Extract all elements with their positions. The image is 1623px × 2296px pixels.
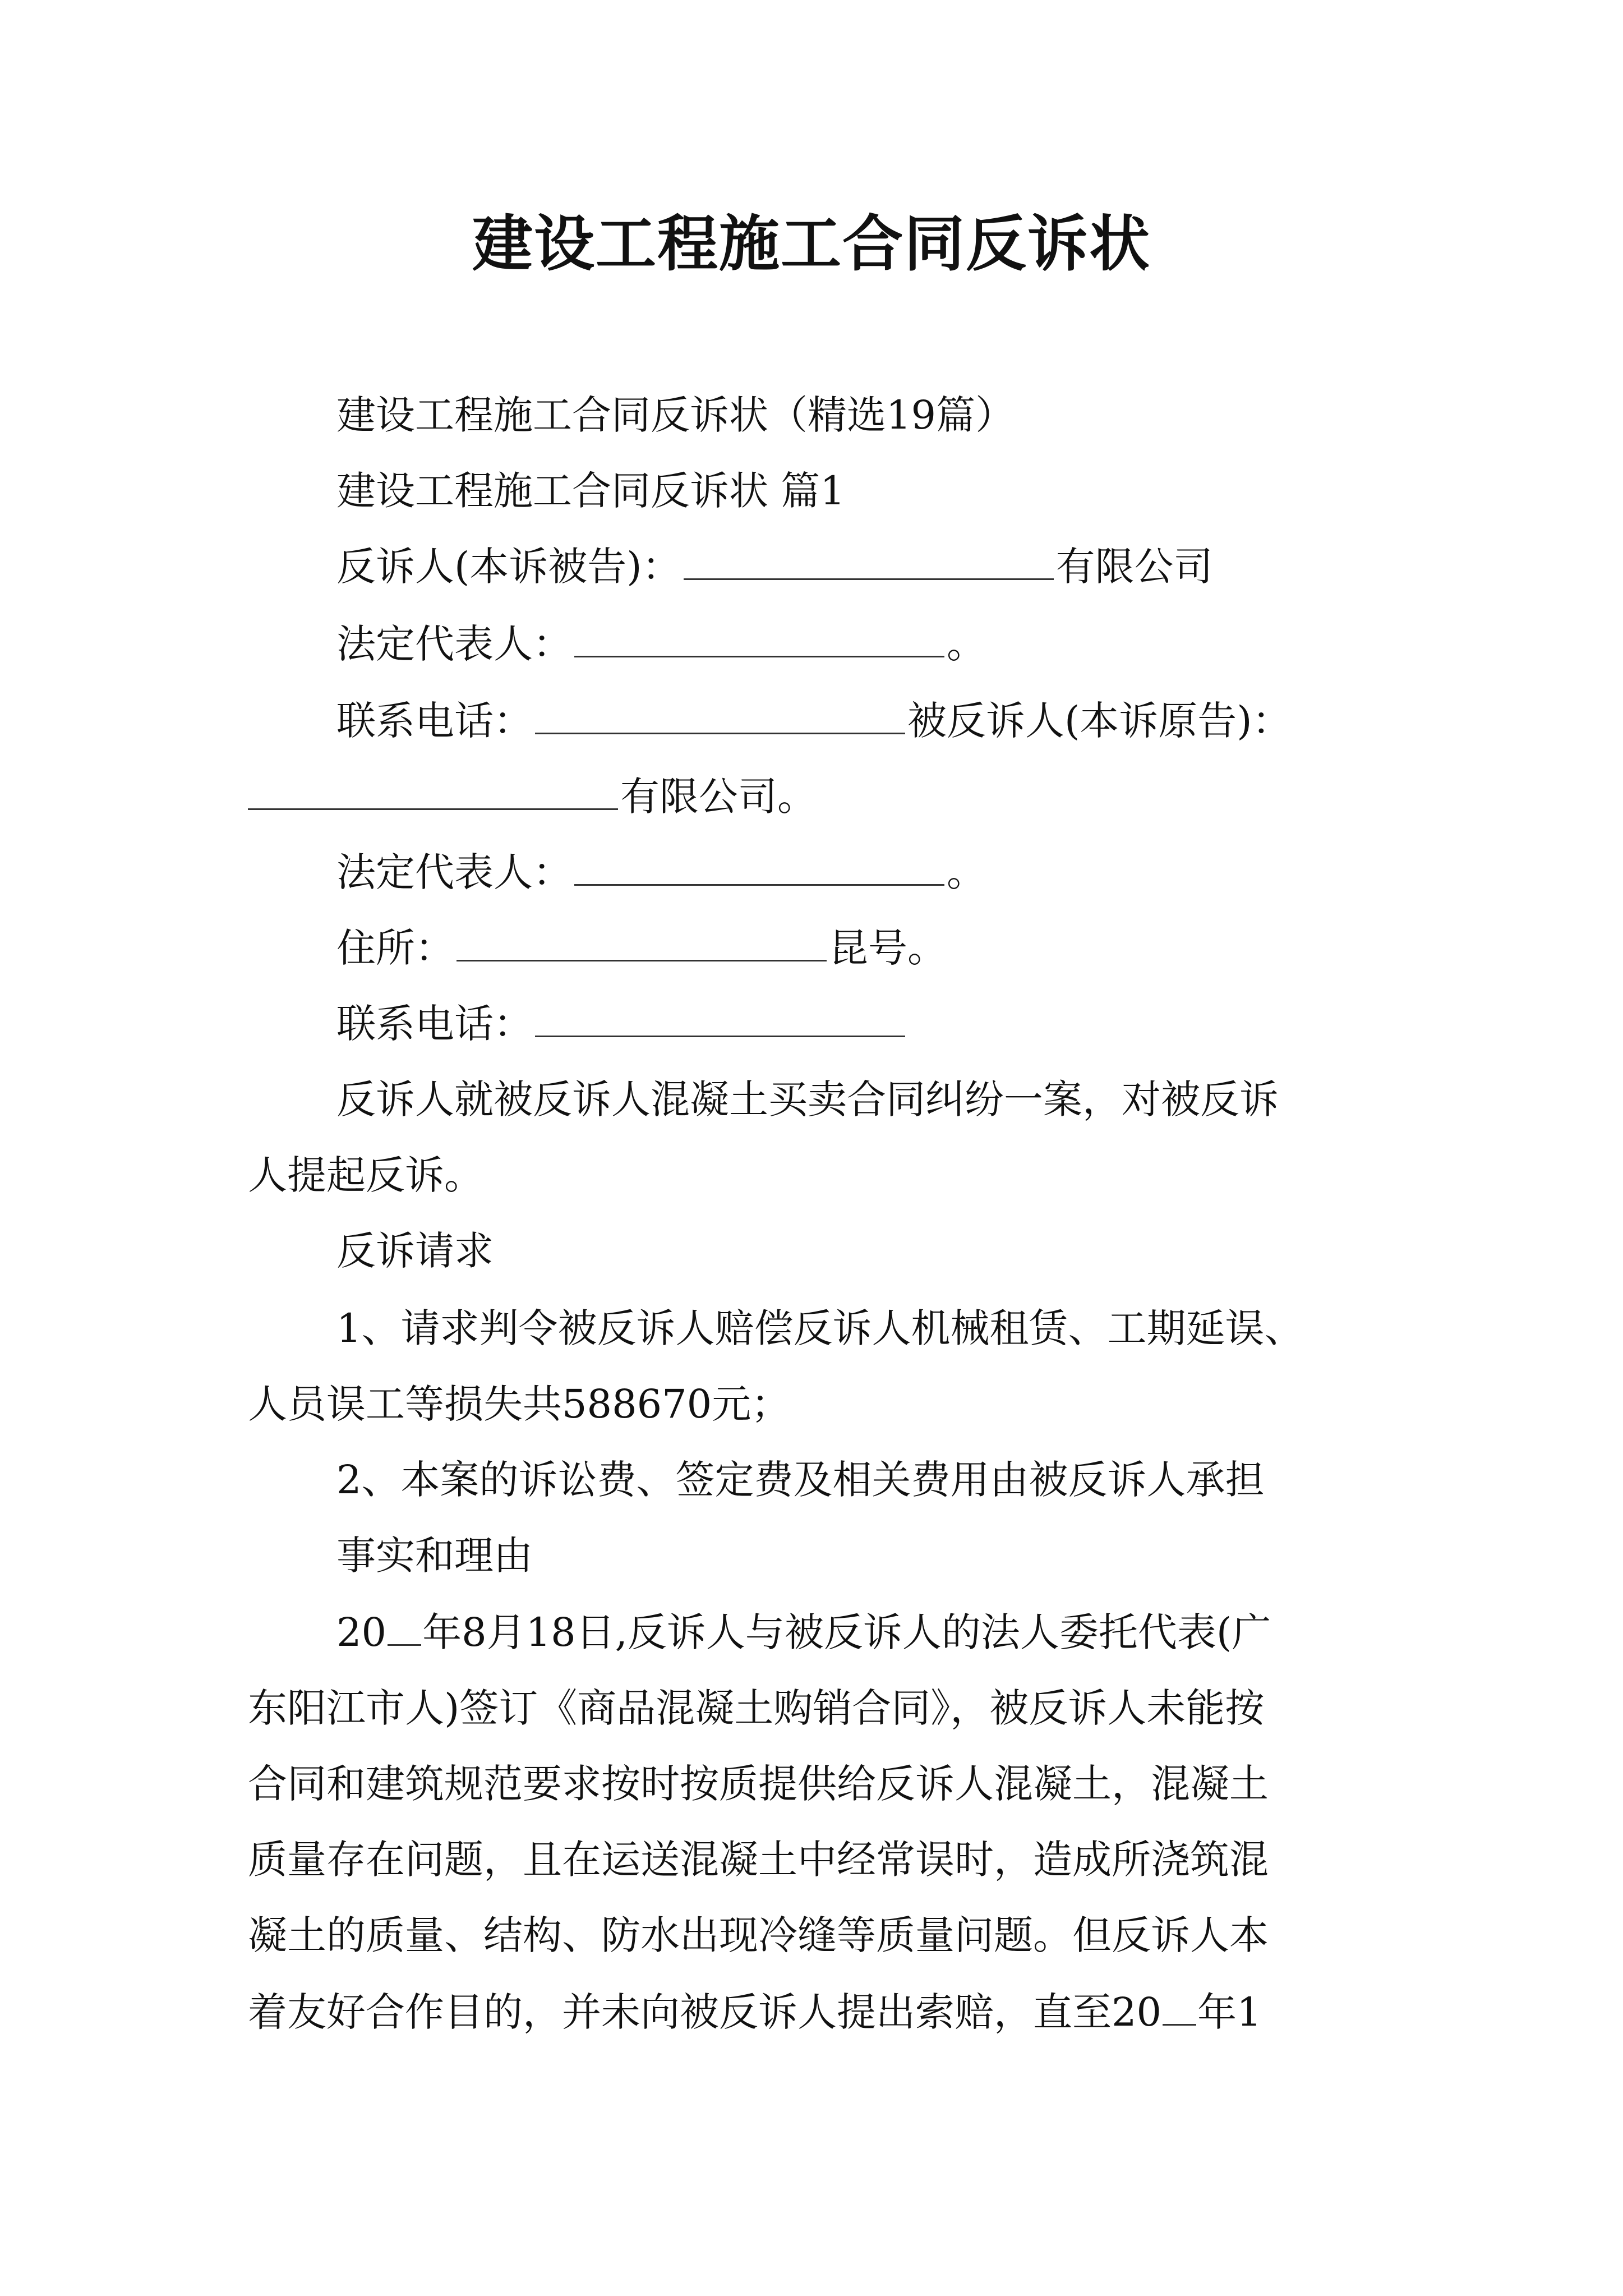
facts-line-3: 合同和建筑规范要求按时按质提供给反诉人混凝土，混凝土 — [248, 1761, 1269, 1807]
facts-year-prefix: 20 — [336, 1609, 387, 1655]
counter-plaintiff-line — [0, 539, 1623, 595]
period-2: 。 — [947, 849, 986, 895]
counter-defendant-company-line — [0, 769, 1623, 825]
legal-rep-label-2: 法定代表人： — [336, 849, 572, 895]
facts-line-5: 凝土的质量、结构、防水出现冷缝等质量问题。但反诉人本 — [248, 1912, 1269, 1958]
counter-plaintiff-blank — [684, 545, 1054, 580]
legal-rep-label: 法定代表人： — [336, 621, 572, 667]
facts-line-1-text: 年8月18日,反诉人与被反诉人的法人委托代表(广 — [422, 1609, 1271, 1655]
facts-year-blank-2 — [1163, 1990, 1196, 2026]
legal-rep-line — [0, 616, 1623, 672]
claim-1-line-1: 1、请求判令被反诉人赔偿反诉人机械租赁、工期延误、 — [336, 1305, 1304, 1351]
claims-heading: 反诉请求 — [336, 1228, 494, 1274]
claim-2: 2、本案的诉讼费、签定费及相关费用由被反诉人承担 — [336, 1457, 1265, 1503]
document-subtitle: 建设工程施工合同反诉状（精选19篇） — [336, 392, 1015, 438]
counter-defendant-label: 被反诉人(本诉原告)： — [907, 698, 1292, 744]
address-label: 住所： — [336, 925, 454, 971]
address-suffix: 昆号。 — [829, 925, 947, 971]
counter-defendant-blank — [248, 775, 618, 810]
phone-line-2 — [0, 996, 1623, 1052]
counter-plaintiff-label: 反诉人(本诉被告)： — [336, 544, 681, 590]
legal-rep-blank-2 — [574, 850, 944, 886]
legal-rep-line-2 — [0, 844, 1623, 900]
period: 。 — [947, 621, 986, 667]
facts-line-6-suffix: 年1 — [1197, 1989, 1262, 2035]
facts-line-4: 质量存在问题，且在运送混凝土中经常误时，造成所浇筑混 — [248, 1837, 1269, 1883]
company-suffix-period: 有限公司。 — [620, 774, 817, 820]
phone-label: 联系电话： — [336, 698, 533, 744]
facts-line-2: 东阳江市人)签订《商品混凝土购销合同》，被反诉人未能按 — [248, 1685, 1265, 1731]
document-title: 建设工程施工合同反诉状 — [472, 209, 1151, 279]
legal-rep-blank — [574, 622, 944, 657]
facts-year-blank — [388, 1611, 421, 1646]
phone-blank — [535, 699, 905, 734]
phone-blank-2 — [535, 1002, 905, 1037]
address-blank — [457, 926, 827, 961]
facts-line-1 — [0, 1604, 1623, 1660]
facts-line-6 — [0, 1984, 1623, 2040]
section-heading: 建设工程施工合同反诉状 篇1 — [336, 468, 845, 514]
phone-label-2: 联系电话： — [336, 1001, 533, 1047]
intro-line-2: 人提起反诉。 — [248, 1152, 483, 1198]
intro-line-1: 反诉人就被反诉人混凝土买卖合同纠纷一案，对被反诉 — [336, 1076, 1279, 1122]
address-line — [0, 920, 1623, 976]
company-suffix: 有限公司 — [1055, 544, 1213, 590]
facts-line-6-text: 着友好合作目的，并未向被反诉人提出索赔，直至20 — [248, 1989, 1162, 2035]
phone-line — [0, 693, 1623, 749]
claim-1-line-2: 人员误工等损失共588670元； — [248, 1381, 791, 1427]
facts-heading: 事实和理由 — [336, 1533, 533, 1579]
